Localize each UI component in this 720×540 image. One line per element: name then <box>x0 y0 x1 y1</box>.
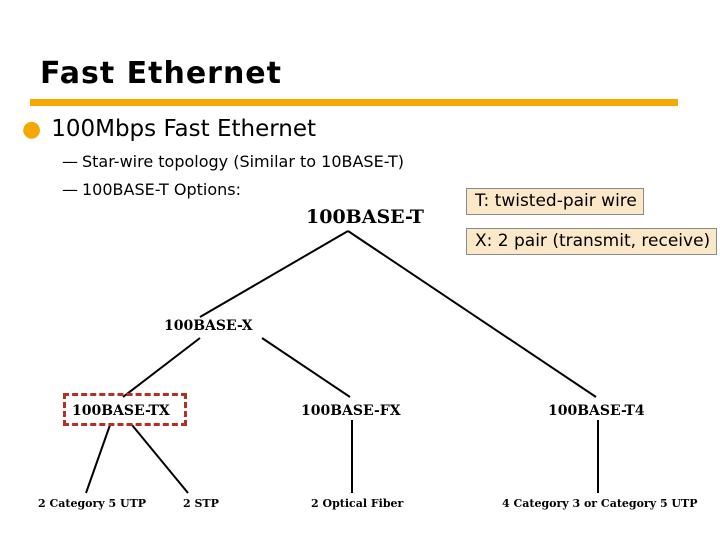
bullet-text: 100Mbps Fast Ethernet <box>51 116 317 142</box>
node-100base-tx: 100BASE-TX <box>72 403 170 419</box>
node-100base-t4: 100BASE-T4 <box>548 403 645 419</box>
edge-x-fx <box>262 338 350 397</box>
callout-twisted-pair: T: twisted-pair wire <box>466 188 644 215</box>
slide-title: Fast Ethernet <box>40 56 282 91</box>
node-100base-fx: 100BASE-FX <box>301 403 401 419</box>
bullet-dot-icon: ● <box>22 117 42 142</box>
dash-icon: — <box>62 180 78 199</box>
edge-root-t4 <box>348 231 596 397</box>
edge-root-x <box>200 231 348 317</box>
leaf-cat3-cat5-utp: 4 Category 3 or Category 5 UTP <box>502 497 698 510</box>
leaf-stp: 2 STP <box>183 497 219 510</box>
node-100base-x: 100BASE-X <box>164 318 253 334</box>
leaf-cat5-utp: 2 Category 5 UTP <box>38 497 147 510</box>
edge-tx-cat5 <box>86 425 110 493</box>
sub-point-text: Star-wire topology (Similar to 10BASE-T) <box>82 152 405 171</box>
sub-point-text: 100BASE-T Options: <box>82 180 242 199</box>
edge-x-tx <box>123 338 200 397</box>
dash-icon: — <box>62 152 78 171</box>
node-100base-t: 100BASE-T <box>306 206 424 228</box>
edge-tx-stp <box>132 425 188 493</box>
leaf-optical-fiber: 2 Optical Fiber <box>311 497 404 510</box>
callout-two-pair: X: 2 pair (transmit, receive) <box>466 228 717 255</box>
